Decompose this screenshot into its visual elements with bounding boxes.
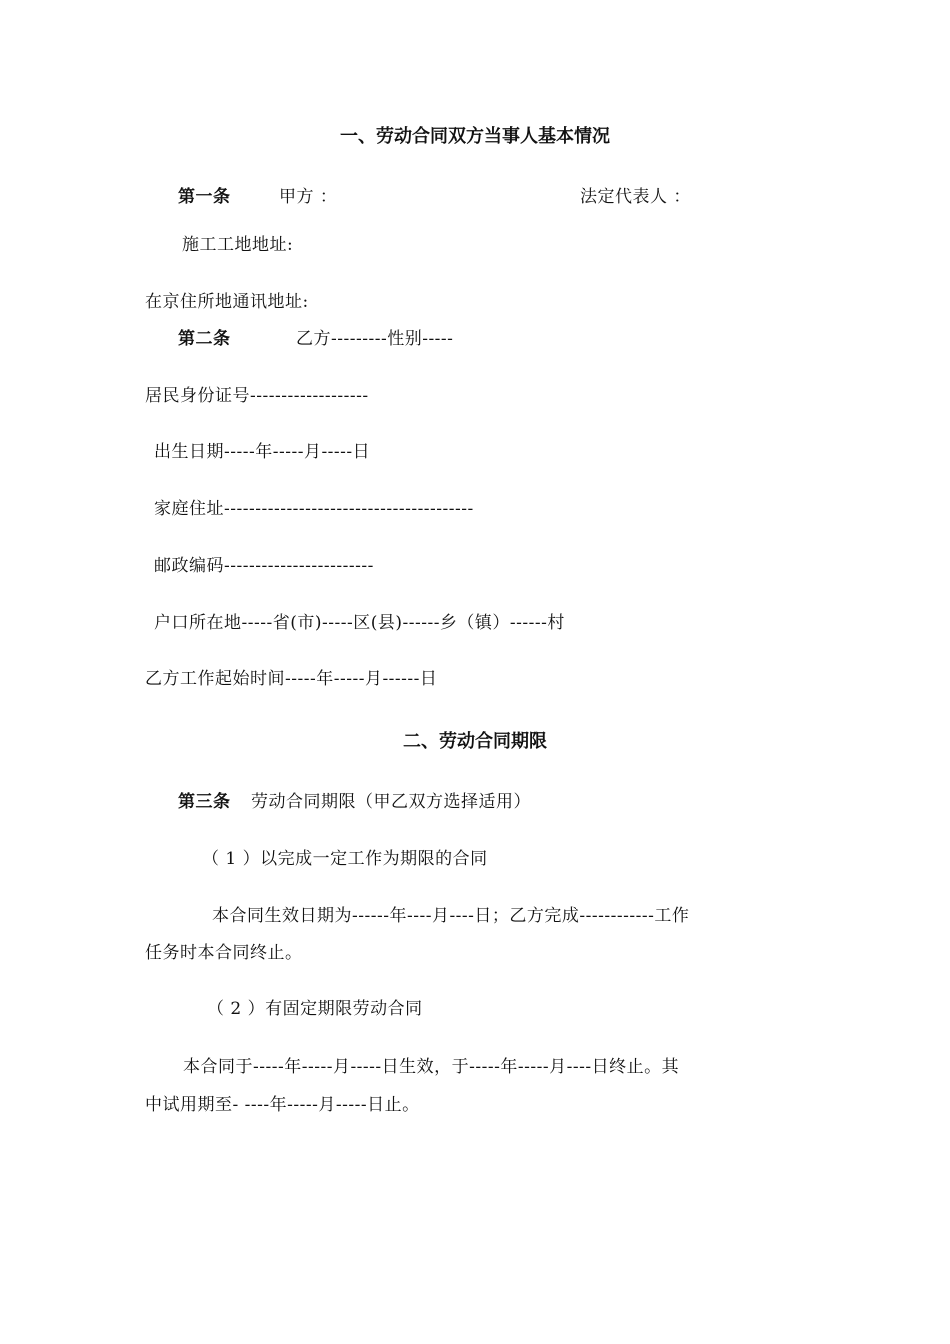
beijing-address-field: 在京住所地通讯地址: xyxy=(145,292,309,312)
section1-heading: 一、劳动合同双方当事人基本情况 xyxy=(340,126,610,147)
option1-line1: 本合同生效日期为------年----月----日；乙方完成------------工作 xyxy=(212,906,690,926)
option2-line2: 中试用期至- ----年-----月-----日止。 xyxy=(145,1095,420,1115)
option2-title: （ 2 ）有固定期限劳动合同 xyxy=(207,999,423,1019)
start-date-field: 乙方工作起始时间-----年-----月------日 xyxy=(145,669,438,689)
article2-label: 第二条 xyxy=(178,329,231,349)
id-number-field: 居民身份证号------------------- xyxy=(145,386,369,406)
legal-rep-field: 法定代表人 ： xyxy=(580,187,691,207)
article3-label: 第三条 xyxy=(178,792,231,812)
site-address-field: 施工工地地址: xyxy=(182,235,294,255)
birth-date-field: 出生日期-----年-----月-----日 xyxy=(154,442,371,462)
option1-line2: 任务时本合同终止。 xyxy=(145,943,303,963)
party-a-field: 甲方 ： xyxy=(279,187,338,207)
option1-title: （ 1 ）以完成一定工作为期限的合同 xyxy=(202,849,488,869)
option2-line1: 本合同于-----年-----月-----日生效，于-----年-----月----日终止。其 xyxy=(183,1057,680,1077)
party-b-field: 乙方---------性别----- xyxy=(296,329,454,349)
article3-text: 劳动合同期限（甲乙双方选择适用） xyxy=(251,792,531,812)
article1-label: 第一条 xyxy=(178,187,231,207)
section2-heading: 二、劳动合同期限 xyxy=(403,731,547,752)
home-address-field: 家庭住址---------------------------------------- xyxy=(154,499,474,519)
hukou-field: 户口所在地-----省(市)-----区(县)------乡（镇）------村 xyxy=(154,613,565,633)
postal-code-field: 邮政编码------------------------ xyxy=(154,556,374,576)
